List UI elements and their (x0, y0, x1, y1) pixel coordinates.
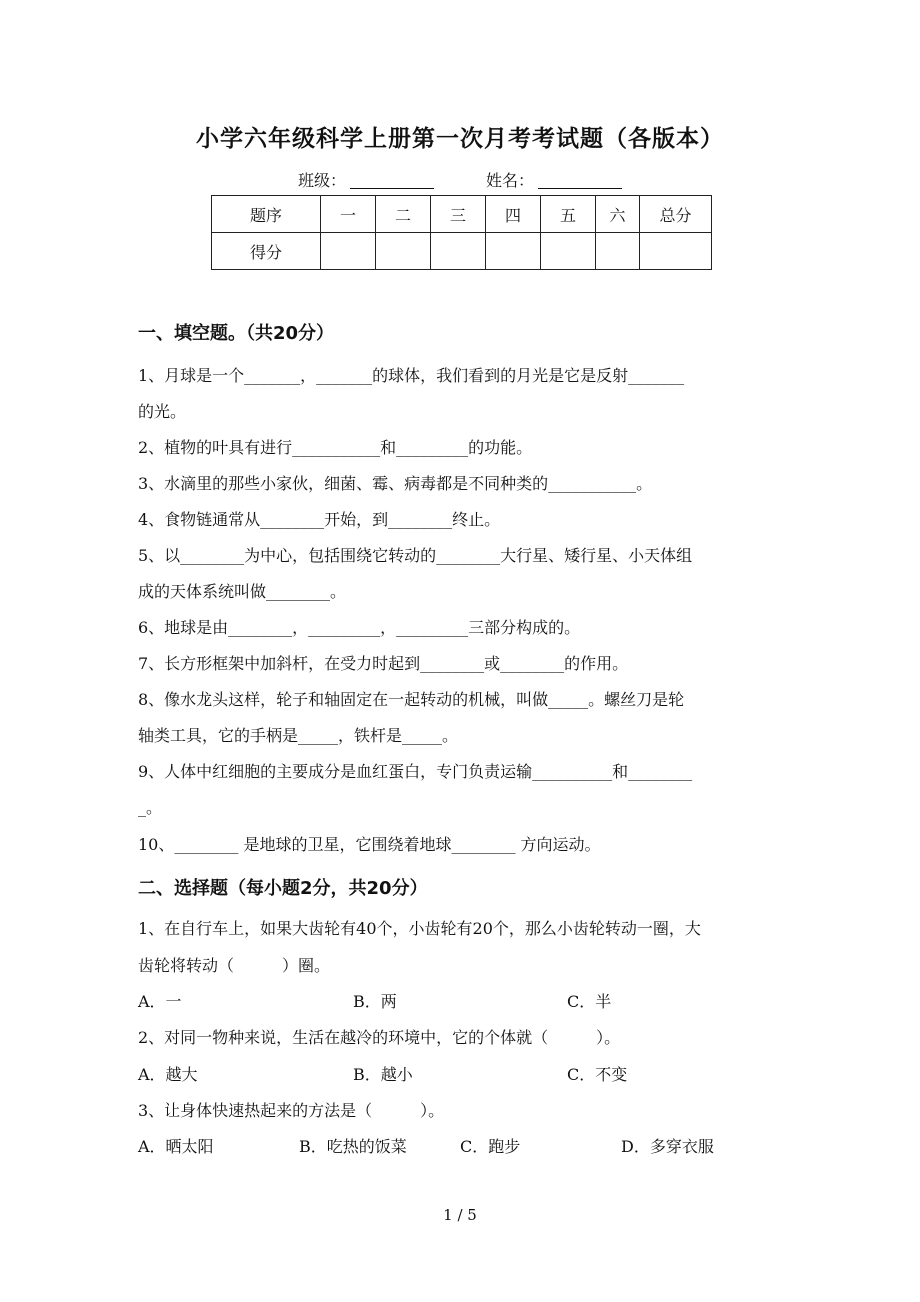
score-row-label: 得分 (212, 233, 321, 270)
score-cell[interactable] (321, 233, 376, 270)
option-b[interactable]: B．吃热的饭菜 (299, 1137, 407, 1156)
page-number: 1 / 5 (443, 1206, 477, 1224)
question-line: 9、人体中红细胞的主要成分是血红蛋白，专门负责运输__________和________ (138, 762, 693, 781)
option-a[interactable]: A．越大 (138, 1065, 198, 1084)
question-line: 8、像水龙头这样，轮子和轴固定在一起转动的机械，叫做_____。螺丝刀是轮 (138, 690, 685, 709)
option-a[interactable]: A．晒太阳 (138, 1137, 214, 1156)
name-label: 姓名： (486, 171, 535, 190)
option-c[interactable]: C．半 (567, 992, 612, 1011)
option-c[interactable]: C．跑步 (460, 1137, 521, 1156)
question-line: 2、对同一物种来说，生活在越冷的环境中，它的个体就（ ）。 (138, 1028, 621, 1047)
question-line: 1、在自行车上，如果大齿轮有40个，小齿轮有20个，那么小齿轮转动一圈，大 (138, 919, 701, 938)
option-a[interactable]: A．一 (138, 992, 182, 1011)
score-header-cell: 二 (376, 196, 431, 233)
class-label: 班级： (297, 171, 346, 190)
section-heading: 二、选择题（每小题2分，共20分） (138, 878, 428, 899)
score-cell[interactable] (376, 233, 431, 270)
score-table-score-row (212, 233, 712, 270)
score-header-cell: 总分 (640, 196, 712, 233)
score-cell[interactable] (541, 233, 596, 270)
page-title: 小学六年级科学上册第一次月考考试题（各版本） (196, 126, 724, 152)
score-header-cell: 五 (541, 196, 596, 233)
option-b[interactable]: B．两 (353, 992, 397, 1011)
question-line: 1、月球是一个_______，_______的球体，我们看到的月光是它是反射_______ (138, 366, 685, 385)
score-cell[interactable] (486, 233, 541, 270)
section-heading: 一、填空题。（共20分） (138, 323, 335, 344)
question-line: 10、________ 是地球的卫星，它围绕着地球________ 方向运动。 (138, 835, 601, 854)
score-header-cell: 三 (431, 196, 486, 233)
score-header-cell: 六 (596, 196, 640, 233)
option-c[interactable]: C．不变 (567, 1065, 628, 1084)
question-line: 轴类工具，它的手柄是_____，铁杆是_____。 (138, 726, 459, 745)
question-line: 5、以________为中心，包括围绕它转动的________大行星、矮行星、小天体组 (138, 546, 693, 565)
score-header-cell: 四 (486, 196, 541, 233)
score-header-cell: 题序 (212, 196, 321, 233)
question-line: 的光。 (138, 402, 187, 421)
question-line: 成的天体系统叫做________。 (138, 582, 347, 601)
question-line: 4、食物链通常从________开始，到________终止。 (138, 510, 501, 529)
question-line: 齿轮将转动（ ）圈。 (138, 956, 331, 975)
option-b[interactable]: B．越小 (353, 1065, 413, 1084)
option-d[interactable]: D．多穿衣服 (621, 1137, 714, 1156)
score-cell[interactable] (640, 233, 712, 270)
score-header-cell: 一 (321, 196, 376, 233)
question-line: _。 (138, 798, 163, 817)
question-line: 6、地球是由________，_________，_________三部分构成的。 (138, 618, 581, 637)
score-table-header-row (212, 196, 712, 233)
name-field[interactable] (538, 170, 622, 189)
score-table (211, 195, 712, 270)
score-cell[interactable] (596, 233, 640, 270)
question-line: 3、水滴里的那些小家伙，细菌、霉、病毒都是不同种类的___________。 (138, 474, 653, 493)
question-line: 7、长方形框架中加斜杆，在受力时起到________或________的作用。 (138, 654, 629, 673)
question-line: 2、植物的叶具有进行___________和_________的功能。 (138, 438, 533, 457)
question-line: 3、让身体快速热起来的方法是（ ）。 (138, 1101, 445, 1120)
class-field[interactable] (350, 170, 434, 189)
student-info-line (0, 168, 920, 191)
score-cell[interactable] (431, 233, 486, 270)
